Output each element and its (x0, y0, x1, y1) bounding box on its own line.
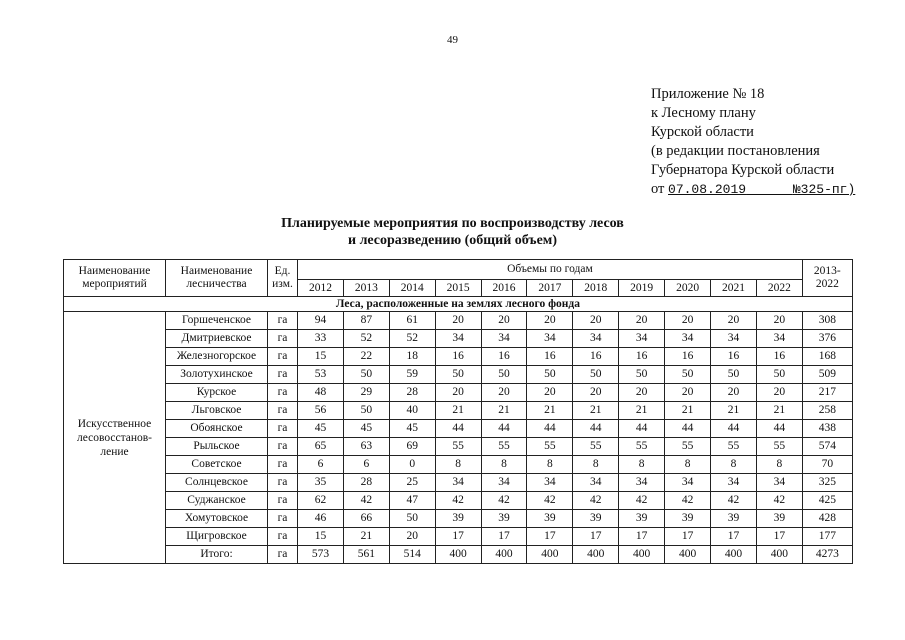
year-value-cell: 45 (298, 420, 344, 438)
date-underline-gap (746, 182, 793, 197)
year-value-cell: 61 (389, 312, 435, 330)
year-value-cell: 8 (481, 456, 527, 474)
forestry-name: Железногорское (166, 348, 268, 366)
table-row (64, 420, 853, 438)
title-line-1: Планируемые мероприятия по воспроизводству лесов (281, 216, 624, 231)
section-title: Леса, расположенные на землях лесного фонда (64, 297, 853, 312)
year-value-cell: 400 (573, 546, 619, 564)
year-value-cell: 17 (435, 528, 481, 546)
year-value-cell: 39 (665, 510, 711, 528)
table-row (64, 456, 853, 474)
forestry-name: Итого: (166, 546, 268, 564)
row-total-cell: 509 (802, 366, 852, 384)
year-value-cell: 55 (619, 438, 665, 456)
header-forestry: Наименование лесничества (166, 260, 268, 297)
year-value-cell: 55 (665, 438, 711, 456)
year-value-cell: 15 (298, 348, 344, 366)
year-value-cell: 20 (756, 384, 802, 402)
year-value-cell: 573 (298, 546, 344, 564)
year-value-cell: 561 (343, 546, 389, 564)
reforestation-table (63, 259, 853, 564)
row-total-cell: 168 (802, 348, 852, 366)
year-value-cell: 42 (619, 492, 665, 510)
year-value-cell: 29 (343, 384, 389, 402)
year-value-cell: 8 (711, 456, 757, 474)
year-value-cell: 20 (711, 384, 757, 402)
year-value-cell: 400 (619, 546, 665, 564)
year-value-cell: 20 (573, 312, 619, 330)
year-value-cell: 15 (298, 528, 344, 546)
year-value-cell: 16 (527, 348, 573, 366)
year-value-cell: 16 (665, 348, 711, 366)
year-value-cell: 33 (298, 330, 344, 348)
year-value-cell: 42 (527, 492, 573, 510)
page-number: 49 (447, 34, 458, 46)
year-value-cell: 39 (619, 510, 665, 528)
unit-cell: га (268, 438, 298, 456)
year-value-cell: 16 (619, 348, 665, 366)
year-value-cell: 39 (527, 510, 573, 528)
year-value-cell: 400 (711, 546, 757, 564)
year-value-cell: 20 (619, 312, 665, 330)
unit-cell: га (268, 330, 298, 348)
year-value-cell: 42 (573, 492, 619, 510)
year-value-cell: 34 (435, 474, 481, 492)
year-value-cell: 55 (573, 438, 619, 456)
year-value-cell: 39 (435, 510, 481, 528)
year-value-cell: 46 (298, 510, 344, 528)
appendix-block (651, 85, 855, 199)
row-total-cell: 574 (802, 438, 852, 456)
appendix-line-5: Губернатора Курской области (651, 162, 835, 178)
year-value-cell: 0 (389, 456, 435, 474)
unit-cell: га (268, 312, 298, 330)
year-value-cell: 21 (711, 402, 757, 420)
year-value-cell: 21 (527, 402, 573, 420)
year-value-cell: 21 (343, 528, 389, 546)
header-unit: Ед. изм. (268, 260, 298, 297)
year-value-cell: 20 (665, 384, 711, 402)
year-value-cell: 17 (481, 528, 527, 546)
year-value-cell: 39 (573, 510, 619, 528)
year-value-cell: 17 (619, 528, 665, 546)
year-value-cell: 34 (481, 330, 527, 348)
year-value-cell: 20 (435, 384, 481, 402)
year-value-cell: 52 (389, 330, 435, 348)
year-value-cell: 55 (527, 438, 573, 456)
year-value-cell: 94 (298, 312, 344, 330)
row-total-cell: 308 (802, 312, 852, 330)
year-value-cell: 44 (527, 420, 573, 438)
forestry-name: Суджанское (166, 492, 268, 510)
year-value-cell: 50 (711, 366, 757, 384)
row-total-cell: 177 (802, 528, 852, 546)
year-value-cell: 21 (756, 402, 802, 420)
year-value-cell: 59 (389, 366, 435, 384)
year-value-cell: 69 (389, 438, 435, 456)
table-row (64, 402, 853, 420)
year-value-cell: 8 (619, 456, 665, 474)
appendix-line-2: к Лесному плану (651, 105, 756, 121)
year-value-cell: 52 (343, 330, 389, 348)
year-value-cell: 400 (481, 546, 527, 564)
year-value-cell: 44 (481, 420, 527, 438)
year-value-cell: 34 (619, 474, 665, 492)
from-label: от (651, 181, 665, 197)
year-value-cell: 50 (527, 366, 573, 384)
unit-cell: га (268, 546, 298, 564)
header-activity: Наименование мероприятий (64, 260, 166, 297)
forestry-name: Солнцевское (166, 474, 268, 492)
year-value-cell: 44 (665, 420, 711, 438)
year-value-cell: 20 (756, 312, 802, 330)
row-total-cell: 258 (802, 402, 852, 420)
year-value-cell: 34 (711, 474, 757, 492)
year-value-cell: 42 (665, 492, 711, 510)
year-value-cell: 20 (665, 312, 711, 330)
year-value-cell: 42 (756, 492, 802, 510)
header-year: 2012 (298, 280, 344, 297)
table-row (64, 492, 853, 510)
year-value-cell: 45 (389, 420, 435, 438)
year-value-cell: 22 (343, 348, 389, 366)
year-value-cell: 20 (481, 384, 527, 402)
year-value-cell: 42 (343, 492, 389, 510)
table-row (64, 510, 853, 528)
year-value-cell: 34 (665, 474, 711, 492)
unit-cell: га (268, 456, 298, 474)
year-value-cell: 42 (435, 492, 481, 510)
header-year: 2020 (665, 280, 711, 297)
unit-cell: га (268, 366, 298, 384)
year-value-cell: 8 (573, 456, 619, 474)
row-total-cell: 438 (802, 420, 852, 438)
year-value-cell: 47 (389, 492, 435, 510)
row-total-cell: 425 (802, 492, 852, 510)
year-value-cell: 17 (527, 528, 573, 546)
year-value-cell: 20 (435, 312, 481, 330)
year-value-cell: 20 (711, 312, 757, 330)
year-value-cell: 55 (756, 438, 802, 456)
year-value-cell: 50 (481, 366, 527, 384)
unit-cell: га (268, 474, 298, 492)
year-value-cell: 514 (389, 546, 435, 564)
year-value-cell: 34 (756, 474, 802, 492)
appendix-line-1: Приложение № 18 (651, 86, 765, 102)
year-value-cell: 28 (389, 384, 435, 402)
year-value-cell: 44 (435, 420, 481, 438)
year-value-cell: 50 (665, 366, 711, 384)
year-value-cell: 65 (298, 438, 344, 456)
title-line-2: и лесоразведению (общий объем) (348, 233, 557, 248)
year-value-cell: 44 (573, 420, 619, 438)
forestry-name: Горшеченское (166, 312, 268, 330)
table-row (64, 366, 853, 384)
header-volumes: Объемы по годам (298, 260, 803, 280)
row-total-cell: 4273 (802, 546, 852, 564)
table-row (64, 474, 853, 492)
year-value-cell: 50 (619, 366, 665, 384)
year-value-cell: 400 (527, 546, 573, 564)
year-value-cell: 34 (665, 330, 711, 348)
unit-cell: га (268, 510, 298, 528)
unit-cell: га (268, 528, 298, 546)
forestry-name: Дмитриевское (166, 330, 268, 348)
year-value-cell: 63 (343, 438, 389, 456)
year-value-cell: 48 (298, 384, 344, 402)
year-value-cell: 55 (435, 438, 481, 456)
unit-cell: га (268, 348, 298, 366)
header-year: 2016 (481, 280, 527, 297)
year-value-cell: 8 (527, 456, 573, 474)
year-value-cell: 55 (711, 438, 757, 456)
year-value-cell: 40 (389, 402, 435, 420)
year-value-cell: 16 (756, 348, 802, 366)
year-value-cell: 17 (573, 528, 619, 546)
year-value-cell: 20 (389, 528, 435, 546)
year-value-cell: 21 (665, 402, 711, 420)
year-value-cell: 34 (481, 474, 527, 492)
resolution-number: №325-пг) (792, 182, 856, 197)
year-value-cell: 16 (481, 348, 527, 366)
year-value-cell: 21 (481, 402, 527, 420)
year-value-cell: 20 (527, 312, 573, 330)
year-value-cell: 17 (711, 528, 757, 546)
year-value-cell: 55 (481, 438, 527, 456)
year-value-cell: 50 (343, 366, 389, 384)
year-value-cell: 39 (756, 510, 802, 528)
table-row (64, 384, 853, 402)
year-value-cell: 20 (619, 384, 665, 402)
year-value-cell: 8 (435, 456, 481, 474)
year-value-cell: 44 (756, 420, 802, 438)
table-row (64, 348, 853, 366)
year-value-cell: 21 (435, 402, 481, 420)
year-value-cell: 34 (527, 330, 573, 348)
activity-name: Искусственное лесовосстанов-ление (64, 312, 166, 564)
header-total: 2013-2022 (802, 260, 852, 297)
year-value-cell: 87 (343, 312, 389, 330)
unit-cell: га (268, 492, 298, 510)
year-value-cell: 44 (619, 420, 665, 438)
year-value-cell: 50 (756, 366, 802, 384)
header-year: 2014 (389, 280, 435, 297)
year-value-cell: 20 (527, 384, 573, 402)
year-value-cell: 17 (665, 528, 711, 546)
year-value-cell: 50 (573, 366, 619, 384)
resolution-date: 07.08.2019 (668, 182, 747, 197)
year-value-cell: 34 (756, 330, 802, 348)
header-year: 2019 (619, 280, 665, 297)
document-title (0, 215, 905, 249)
unit-cell: га (268, 384, 298, 402)
header-year: 2018 (573, 280, 619, 297)
row-total-cell: 217 (802, 384, 852, 402)
header-year: 2021 (711, 280, 757, 297)
year-value-cell: 50 (389, 510, 435, 528)
year-value-cell: 6 (298, 456, 344, 474)
year-value-cell: 17 (756, 528, 802, 546)
year-value-cell: 34 (619, 330, 665, 348)
unit-cell: га (268, 420, 298, 438)
forestry-name: Льговское (166, 402, 268, 420)
year-value-cell: 34 (527, 474, 573, 492)
year-value-cell: 39 (481, 510, 527, 528)
forestry-name: Обоянское (166, 420, 268, 438)
year-value-cell: 400 (665, 546, 711, 564)
row-total-cell: 325 (802, 474, 852, 492)
year-value-cell: 66 (343, 510, 389, 528)
total-row (64, 546, 853, 564)
header-year: 2013 (343, 280, 389, 297)
year-value-cell: 50 (435, 366, 481, 384)
year-value-cell: 53 (298, 366, 344, 384)
year-value-cell: 16 (573, 348, 619, 366)
row-total-cell: 376 (802, 330, 852, 348)
year-value-cell: 42 (711, 492, 757, 510)
year-value-cell: 20 (481, 312, 527, 330)
year-value-cell: 62 (298, 492, 344, 510)
row-total-cell: 428 (802, 510, 852, 528)
unit-cell: га (268, 402, 298, 420)
table-row (64, 312, 853, 330)
year-value-cell: 8 (665, 456, 711, 474)
year-value-cell: 6 (343, 456, 389, 474)
header-year: 2017 (527, 280, 573, 297)
forestry-name: Щигровское (166, 528, 268, 546)
year-value-cell: 18 (389, 348, 435, 366)
year-value-cell: 16 (711, 348, 757, 366)
year-value-cell: 21 (573, 402, 619, 420)
appendix-line-3: Курской области (651, 124, 754, 140)
year-value-cell: 50 (343, 402, 389, 420)
year-value-cell: 45 (343, 420, 389, 438)
table-row (64, 528, 853, 546)
year-value-cell: 20 (573, 384, 619, 402)
forestry-name: Курское (166, 384, 268, 402)
year-value-cell: 34 (573, 330, 619, 348)
year-value-cell: 34 (573, 474, 619, 492)
year-value-cell: 25 (389, 474, 435, 492)
year-value-cell: 42 (481, 492, 527, 510)
header-year: 2015 (435, 280, 481, 297)
year-value-cell: 35 (298, 474, 344, 492)
row-total-cell: 70 (802, 456, 852, 474)
year-value-cell: 8 (756, 456, 802, 474)
year-value-cell: 400 (435, 546, 481, 564)
appendix-date-line (651, 180, 855, 199)
year-value-cell: 34 (435, 330, 481, 348)
forestry-name: Советское (166, 456, 268, 474)
table-row (64, 330, 853, 348)
year-value-cell: 28 (343, 474, 389, 492)
year-value-cell: 44 (711, 420, 757, 438)
forestry-name: Рыльское (166, 438, 268, 456)
header-year: 2022 (756, 280, 802, 297)
year-value-cell: 400 (756, 546, 802, 564)
table-row (64, 438, 853, 456)
year-value-cell: 56 (298, 402, 344, 420)
year-value-cell: 39 (711, 510, 757, 528)
year-value-cell: 21 (619, 402, 665, 420)
forestry-name: Золотухинское (166, 366, 268, 384)
year-value-cell: 16 (435, 348, 481, 366)
year-value-cell: 34 (711, 330, 757, 348)
appendix-line-4: (в редакции постановления (651, 143, 820, 159)
forestry-name: Хомутовское (166, 510, 268, 528)
